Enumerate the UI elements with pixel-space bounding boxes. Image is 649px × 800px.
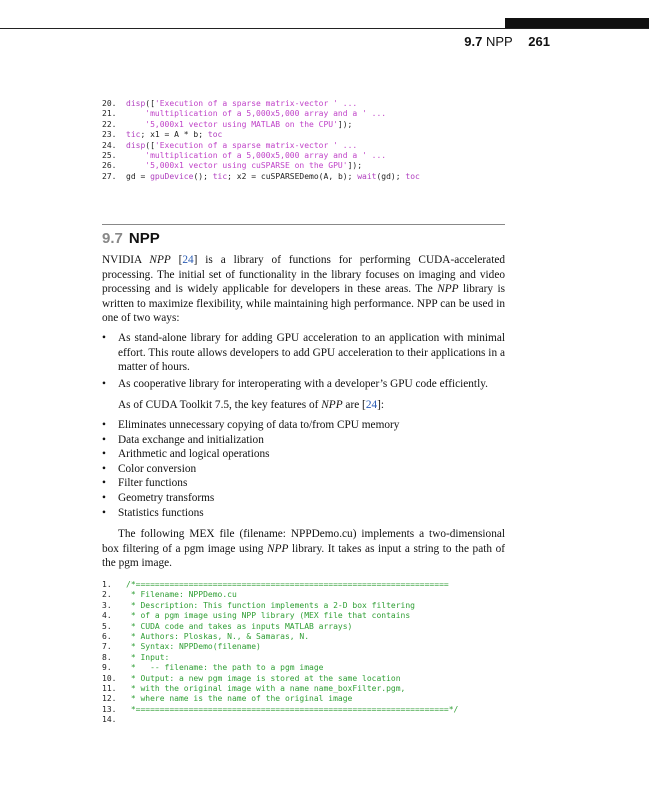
code-keyword: gpuDevice bbox=[150, 171, 194, 181]
text-run: are [ bbox=[342, 399, 366, 411]
text-run: library is written to maximize flexibility, while maintaining high performance. NPP can be used in one of two ways: bbox=[102, 283, 505, 325]
code-text: ; x2 = cuSPARSEDemo(A, b); bbox=[227, 171, 358, 181]
text-run: The following MEX file (filename: NPPDemo.cu) implements a two-dimensional box filtering of a pgm image using bbox=[102, 528, 505, 555]
text-run: ] is a library of functions for performing CUDA-accelerated processing. The initial set of functionality in the library focuses on imaging and video processing and is widely applicable for developers in these areas. The bbox=[102, 254, 505, 296]
code-comment: * Syntax: NPPDemo(filename) bbox=[126, 642, 261, 652]
code-keyword: toc bbox=[405, 171, 420, 181]
code-string: 'Execution of a sparse matrix-vector ' ... bbox=[154, 140, 358, 150]
text-run: [ bbox=[170, 254, 183, 266]
code-text: gd = bbox=[126, 171, 151, 181]
code-comment: * Input: bbox=[126, 652, 170, 662]
code-line bbox=[102, 172, 420, 182]
list-item: • Arithmetic and logical operations bbox=[102, 447, 505, 462]
code-text: (); bbox=[193, 171, 213, 181]
line-number: 21. bbox=[102, 109, 117, 119]
code-line bbox=[102, 580, 458, 590]
line-number: 25. bbox=[102, 151, 117, 161]
code-comment: * Output: a new pgm image is stored at the same location bbox=[126, 673, 401, 683]
list-item: • Statistics functions bbox=[102, 506, 505, 521]
list-item: • Data exchange and initialization bbox=[102, 433, 505, 448]
code-keyword: tic bbox=[126, 130, 141, 140]
code-line bbox=[102, 130, 420, 140]
code-line bbox=[102, 653, 458, 663]
code-line bbox=[102, 109, 420, 119]
text-run: As of CUDA Toolkit 7.5, the key features of bbox=[118, 399, 322, 411]
line-number: 22. bbox=[102, 119, 117, 129]
text-run: NVIDIA bbox=[102, 254, 150, 266]
code-line bbox=[102, 663, 458, 673]
list-item: • As cooperative library for interoperating with a developer’s GPU code efficiently. bbox=[102, 377, 505, 392]
line-number: 24. bbox=[102, 140, 117, 150]
code-keyword: tic bbox=[212, 171, 228, 181]
code-comment: * where name is the name of the original image bbox=[126, 694, 353, 704]
code-line bbox=[102, 590, 458, 600]
running-head bbox=[400, 34, 550, 49]
code-text bbox=[126, 151, 145, 160]
code-line bbox=[102, 151, 420, 161]
line-number: 3. bbox=[102, 600, 112, 610]
code-line bbox=[102, 632, 458, 642]
section-title: NPP bbox=[128, 230, 160, 247]
code-line bbox=[102, 141, 420, 151]
line-number: 6. bbox=[102, 632, 112, 642]
code-line bbox=[102, 120, 420, 130]
line-number: 9. bbox=[102, 663, 112, 673]
code-comment: * Authors: Ploskas, N., & Samaras, N. bbox=[126, 632, 310, 642]
line-number: 26. bbox=[102, 161, 117, 171]
paragraph-intro bbox=[102, 253, 505, 326]
code-keyword: wait bbox=[357, 171, 377, 181]
code-line bbox=[102, 642, 458, 652]
code-comment: * CUDA code and takes as inputs MATLAB arrays) bbox=[126, 621, 353, 631]
paragraph-features-intro bbox=[102, 398, 505, 413]
line-number: 8. bbox=[102, 652, 112, 662]
usage-modes-list bbox=[102, 331, 505, 393]
code-string: 'multiplication of a 5,000x5,000 array and a ' ... bbox=[145, 151, 387, 161]
code-line bbox=[102, 99, 420, 109]
code-string: '5,000x1 vector using cuSPARSE on the GPU' bbox=[145, 161, 348, 171]
code-text: ; x1 = A * b; bbox=[140, 130, 208, 140]
line-number: 7. bbox=[102, 642, 112, 652]
line-number: 23. bbox=[102, 130, 117, 140]
code-comment: * with the original image with a name name_boxFilter.pgm, bbox=[126, 684, 406, 694]
line-number: 12. bbox=[102, 694, 117, 704]
code-line bbox=[102, 611, 458, 621]
code-line bbox=[102, 622, 458, 632]
citation-link[interactable]: 24 bbox=[365, 399, 378, 411]
citation-link[interactable]: 24 bbox=[182, 254, 194, 266]
line-number: 14. bbox=[102, 715, 117, 725]
line-number: 10. bbox=[102, 673, 117, 683]
code-keyword: toc bbox=[207, 130, 223, 140]
code-line bbox=[102, 161, 420, 171]
running-head-section-name: NPP bbox=[485, 34, 513, 49]
code-comment: /*================================================================= bbox=[126, 580, 449, 589]
list-item: • Color conversion bbox=[102, 462, 505, 477]
text-run-italic: NPP bbox=[267, 542, 289, 555]
line-number: 5. bbox=[102, 621, 112, 631]
line-number: 2. bbox=[102, 590, 112, 600]
code-listing-cuda bbox=[102, 580, 458, 726]
line-number: 11. bbox=[102, 684, 117, 694]
code-text bbox=[126, 161, 145, 170]
section-number: 9.7 bbox=[102, 230, 123, 247]
section-rule bbox=[102, 224, 505, 225]
code-comment: * Filename: NPPDemo.cu bbox=[126, 590, 237, 600]
code-comment: *=================================================================*/ bbox=[126, 704, 459, 714]
code-text: ([ bbox=[145, 140, 155, 150]
code-comment: * Description: This function implements a 2-D box filtering bbox=[126, 600, 415, 610]
list-item: • Filter functions bbox=[102, 476, 505, 491]
code-text: (gd); bbox=[376, 171, 406, 181]
header-black-bar bbox=[505, 18, 649, 28]
code-line bbox=[102, 705, 458, 715]
code-string: 'multiplication of a 5,000x5,000 array and a ' ... bbox=[145, 109, 387, 119]
list-item: • Geometry transforms bbox=[102, 491, 505, 506]
code-comment: * of a pgm image using NPP library (MEX file that contains bbox=[126, 611, 411, 621]
list-item: • Eliminates unnecessary copying of data to/from CPU memory bbox=[102, 418, 505, 433]
code-text bbox=[126, 109, 145, 118]
text-run-italic: NPP bbox=[321, 399, 343, 411]
paragraph-mex-intro bbox=[102, 527, 505, 571]
code-keyword: disp bbox=[126, 99, 146, 108]
code-line bbox=[102, 715, 458, 725]
section-heading bbox=[102, 230, 160, 247]
line-number: 1. bbox=[102, 580, 112, 589]
code-line bbox=[102, 601, 458, 611]
text-run-italic: NPP bbox=[437, 283, 459, 296]
running-head-section-number: 9.7 bbox=[464, 34, 483, 49]
features-list bbox=[102, 418, 505, 520]
text-run-italic: NPP bbox=[149, 254, 171, 266]
code-line bbox=[102, 674, 458, 684]
code-text: ([ bbox=[145, 99, 155, 108]
code-text: ]); bbox=[347, 161, 363, 171]
list-item: • As stand-alone library for adding GPU acceleration to an application with minimal effort. This route allows developers to add GPU acceleration to their applications in a matter of hours. bbox=[102, 331, 505, 375]
code-string: '5,000x1 vector using MATLAB on the CPU' bbox=[145, 119, 338, 129]
text-run: library. It takes as input a string to the path of the pgm image. bbox=[102, 542, 505, 570]
code-line bbox=[102, 684, 458, 694]
line-number: 27. bbox=[102, 171, 117, 181]
code-text bbox=[126, 120, 145, 129]
line-number: 13. bbox=[102, 704, 117, 714]
page-number: 261 bbox=[528, 34, 550, 49]
code-keyword: disp bbox=[126, 140, 146, 150]
line-number: 4. bbox=[102, 611, 112, 621]
code-text: ]); bbox=[337, 119, 353, 129]
text-run: ]: bbox=[377, 399, 385, 411]
header-rule bbox=[0, 28, 649, 29]
line-number: 20. bbox=[102, 99, 117, 108]
code-listing-matlab bbox=[102, 99, 420, 182]
code-line bbox=[102, 694, 458, 704]
code-string: 'Execution of a sparse matrix-vector ' ... bbox=[154, 99, 358, 108]
code-comment: * -- filename: the path to a pgm image bbox=[126, 663, 324, 673]
